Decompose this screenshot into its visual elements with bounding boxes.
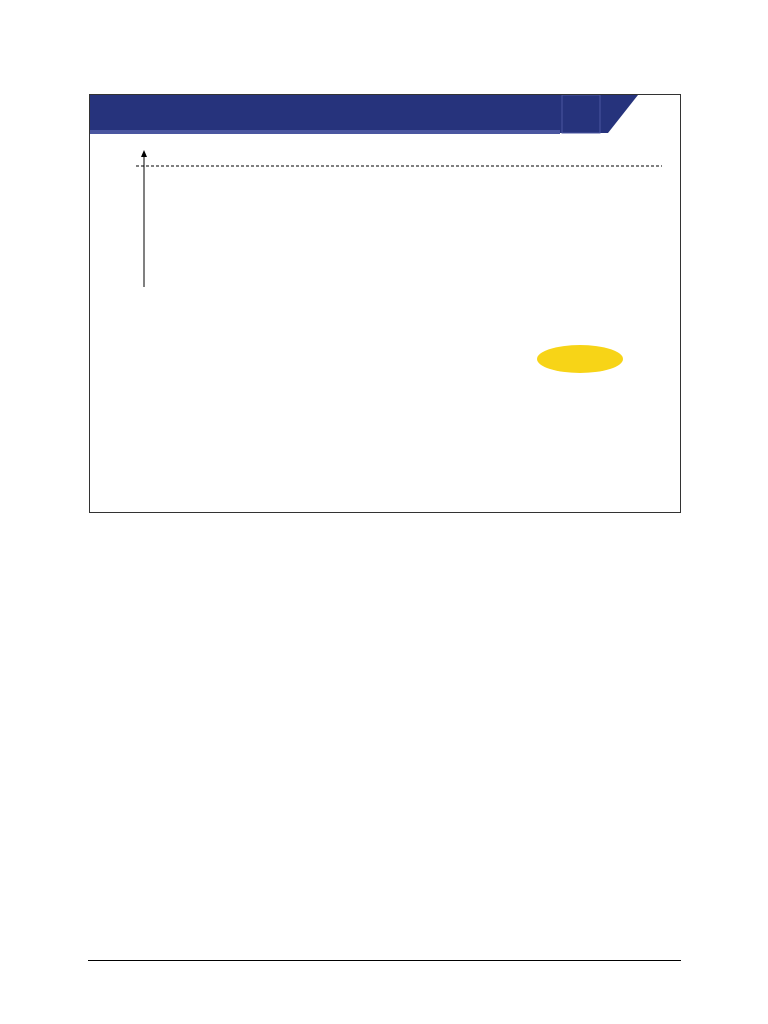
slide [89, 94, 681, 513]
y-axis-arrow [141, 150, 147, 157]
summary-badge [537, 345, 623, 373]
header-bar [90, 95, 638, 133]
footer-divider [88, 960, 681, 961]
sap-logo [562, 95, 600, 133]
header-accent [90, 130, 560, 134]
slide-diagram [90, 95, 680, 512]
slide-copyright [132, 496, 134, 507]
